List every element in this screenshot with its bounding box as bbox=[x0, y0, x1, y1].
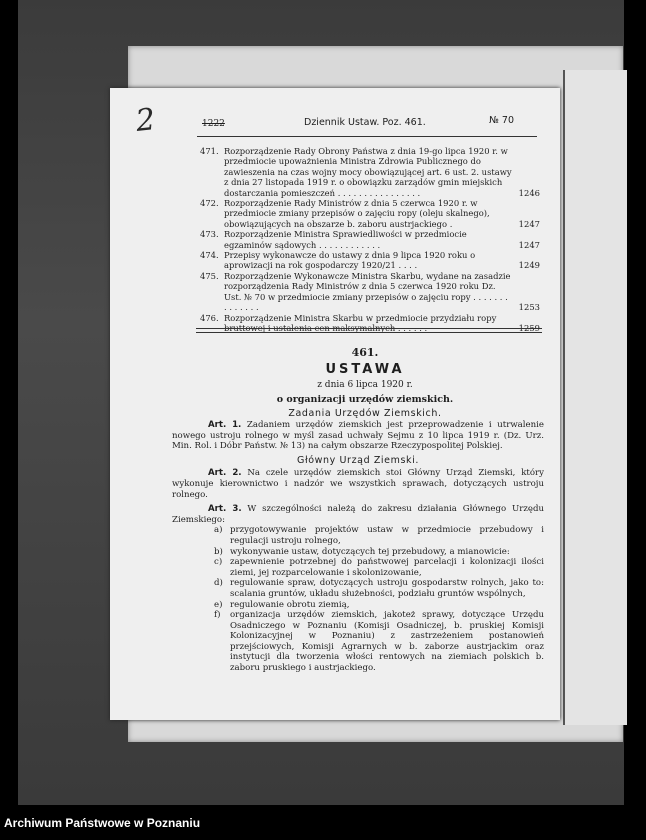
list-letter: d) bbox=[214, 578, 223, 589]
list-text: organizacja urzędów ziemskich, jakoteż sprawy, dotyczące Urzędu Osadniczego w Poznaniu (Komisji Osadniczej, b. pruskiej Komisji Kolonizacyjnej w Poznaniu) z zastrzeżeniem postanowień przejściowych, Komisji Agrarnych w b. zaborze austrjackim oraz instytucji dla tworzenia włości rentowych na ziemiach polskich b. zaboru pruskiego i austrjackiego. bbox=[230, 610, 544, 674]
list-letter: c) bbox=[214, 557, 223, 568]
list-text: zapewnienie potrzebnej do państwowej parcelacji i kolonizacji ilości ziemi, jej rozparcelowanie i skolonizowanie, bbox=[230, 557, 544, 578]
page-header bbox=[110, 111, 560, 129]
list-item bbox=[172, 578, 544, 599]
list-letter: b) bbox=[214, 546, 223, 557]
toc-item bbox=[200, 271, 540, 313]
section-double-rule bbox=[196, 328, 542, 333]
article-3 bbox=[172, 504, 544, 525]
header-rule bbox=[197, 136, 537, 137]
act-title: USTAWA bbox=[325, 362, 405, 377]
toc-text: Rozporządzenie Wykonawcze Ministra Skarbu, wydane na zasadzie rozporządzenia Rady Ministrów z dnia 5 czerwca 1920 roku Dz. Ust. № 70 w przedmiocie zmiany przepisów o zajęciu ropy . . . . . . . . . . . . . . bbox=[224, 270, 511, 313]
article-label: Art. 3. bbox=[208, 504, 242, 515]
toc-number: 475. bbox=[200, 270, 219, 281]
section-heading: Zadania Urzędów Ziemskich. bbox=[288, 408, 442, 419]
act-body bbox=[172, 420, 544, 674]
section-heading: Główny Urząd Ziemski. bbox=[297, 454, 419, 466]
article-text: W szczególności należą do zakresu działania Głównego Urzędu Ziemskiego: bbox=[172, 504, 544, 525]
list-item bbox=[172, 610, 544, 674]
toc-number: 473. bbox=[200, 229, 219, 240]
table-of-contents bbox=[200, 146, 540, 333]
printed-page-number: 1222 bbox=[202, 119, 225, 129]
toc-number: 472. bbox=[200, 198, 219, 209]
list-letter: f) bbox=[214, 610, 221, 621]
list-item bbox=[172, 525, 544, 546]
toc-text: Rozporządzenie Rady Ministrów z dnia 5 czerwca 1920 r. w przedmiocie zmiany przepisów o zajęciu ropy (oleju skalnego), obowiązujących na obszarze b. zaboru austrjackiego . bbox=[224, 198, 490, 229]
toc-page: 1259 bbox=[518, 322, 540, 333]
article-1 bbox=[172, 420, 544, 452]
toc-item bbox=[200, 146, 540, 198]
journal-title: Dziennik Ustaw. Poz. 461. bbox=[304, 117, 426, 128]
article-2 bbox=[172, 468, 544, 500]
article-text: Zadaniem urzędów ziemskich jest przeprowadzenie i utrwalenie nowego ustroju rolnego w myśl zasad uchwały Sejmu z 10 lipca 1919 r. (Dz. Urz. Min. Rol. i Dóbr Państw. № 13) na całym obszarze Rzeczypospolitej Polskiej. bbox=[172, 420, 544, 452]
adjacent-page-edge bbox=[563, 70, 627, 725]
toc-item bbox=[200, 229, 540, 250]
archive-name: Archiwum Państwowe w Poznaniu bbox=[4, 816, 201, 830]
toc-page: 1249 bbox=[518, 260, 540, 271]
toc-text: Rozporządzenie Ministra Skarbu w przedmiocie przydziału ropy bruttowej i ustalenia cen maksymalnych . . . . . . bbox=[224, 312, 497, 333]
toc-item bbox=[200, 198, 540, 229]
list-text: regulowanie obrotu ziemią, bbox=[230, 599, 350, 610]
toc-text: Rozporządzenie Ministra Sprawiedliwości w przedmiocie egzaminów sądowych . . . . . . . . . . . . bbox=[224, 229, 467, 250]
list-item bbox=[172, 547, 544, 558]
list-letter: a) bbox=[214, 525, 223, 536]
list-item bbox=[172, 557, 544, 578]
act-subject: o organizacji urzędów ziemskich. bbox=[276, 394, 454, 405]
issue-number: № 70 bbox=[489, 115, 514, 126]
article-3-list bbox=[172, 525, 544, 673]
article-text: Na czele urzędów ziemskich stoi Główny Urząd Ziemski, który wykonuje kierownictwo i nadzór we wszystkich sprawach, dotyczących ustroju rolnego. bbox=[172, 468, 544, 500]
toc-text: Przepisy wykonawcze do ustawy z dnia 9 lipca 1920 roku o aprowizacji na rok gospodarczy 1920/21 . . . . bbox=[224, 250, 476, 271]
list-item bbox=[172, 600, 544, 611]
article-label: Art. 1. bbox=[208, 420, 242, 430]
toc-page: 1247 bbox=[518, 239, 540, 250]
list-letter: e) bbox=[214, 599, 223, 610]
act-date: z dnia 6 lipca 1920 r. bbox=[317, 380, 413, 390]
toc-text: Rozporządzenie Rady Obrony Państwa z dnia 19-go lipca 1920 r. w przedmiocie upoważnienia Ministra Zdrowia Publicznego do zawieszenia na czas wojny mocy obowiązującej art. 6 ust. 2. ustawy z dnia 27 listopada 1919 r. o obowiązku zarządów gmin miejskich dostarczania pomieszczeń . . . . . . . . . . . . . . . . bbox=[224, 146, 512, 198]
archive-footer bbox=[0, 813, 646, 840]
toc-number: 471. bbox=[200, 146, 219, 156]
toc-number: 476. bbox=[200, 312, 219, 323]
toc-page: 1246 bbox=[518, 187, 540, 198]
toc-number: 474. bbox=[200, 250, 219, 261]
act-number: 461. bbox=[351, 346, 379, 359]
article-label: Art. 2. bbox=[208, 468, 242, 479]
toc-page: 1253 bbox=[518, 302, 540, 313]
document-page bbox=[110, 88, 560, 720]
toc-page: 1247 bbox=[518, 218, 540, 229]
handwritten-page-number: 2 bbox=[134, 102, 157, 139]
list-text: regulowanie spraw, dotyczących ustroju gospodarstw rolnych, jako to: scalania gruntów, układu służebności, podziału gruntów wspólnych, bbox=[230, 578, 544, 599]
list-text: wykonywanie ustaw, dotyczących tej przebudowy, a mianowicie: bbox=[230, 546, 510, 557]
list-text: przygotowywanie projektów ustaw w przedmiocie przebudowy i regulacji ustroju rolnego, bbox=[230, 525, 544, 546]
toc-item bbox=[200, 250, 540, 271]
